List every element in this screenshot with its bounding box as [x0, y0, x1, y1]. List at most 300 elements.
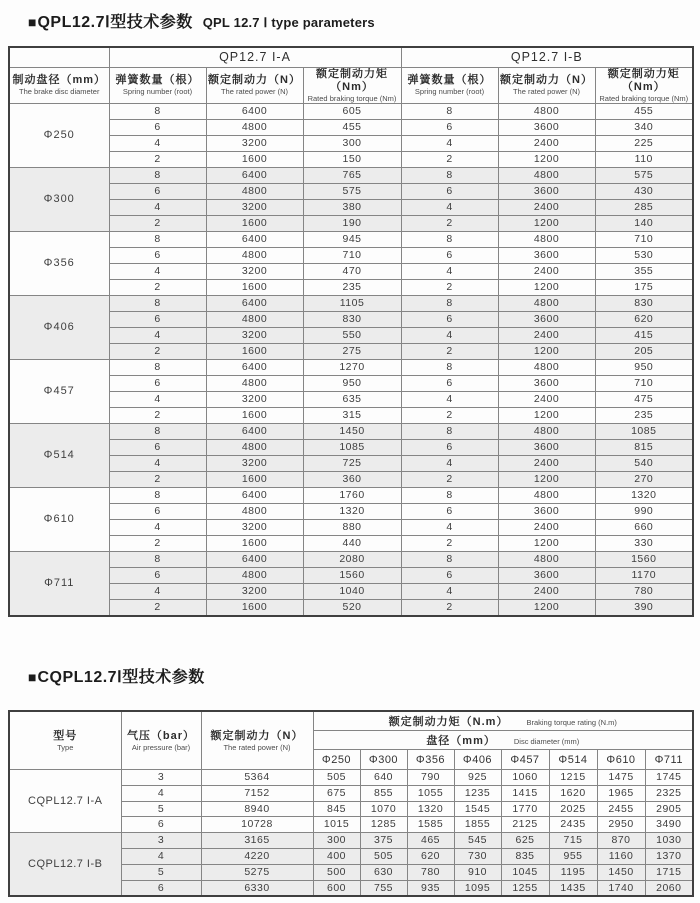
value-cell: 455	[303, 119, 401, 135]
value-cell: 8	[109, 167, 206, 183]
header-en: Type	[57, 742, 74, 752]
disc-diameter-header-cell: Φ610	[597, 750, 645, 770]
value-cell: 300	[313, 833, 360, 849]
value-cell: 3165	[201, 833, 313, 849]
value-cell: 4	[401, 263, 498, 279]
value-cell: 8	[109, 487, 206, 503]
header-en: Rated braking torque (Nm)	[599, 93, 689, 103]
table-row	[9, 375, 693, 391]
value-cell: 4	[109, 391, 206, 407]
table-row	[9, 135, 693, 151]
value-cell: 845	[313, 801, 360, 817]
value-cell: 6	[401, 183, 498, 199]
value-cell: 1545	[454, 801, 501, 817]
value-cell: 1450	[303, 423, 401, 439]
value-cell: 360	[303, 471, 401, 487]
table-row	[9, 439, 693, 455]
value-cell: 1370	[645, 848, 693, 864]
diameter-group	[9, 103, 693, 167]
value-cell: 6	[109, 567, 206, 583]
type-column-header	[9, 711, 121, 770]
diameter-group	[9, 423, 693, 487]
value-cell: 1475	[597, 770, 645, 786]
table-row	[9, 151, 693, 167]
brake-disc-diameter-cell: Φ514	[9, 423, 109, 487]
value-cell: 1200	[498, 343, 595, 359]
value-cell: 270	[595, 471, 693, 487]
value-cell: 8	[401, 103, 498, 119]
value-cell: 870	[597, 833, 645, 849]
value-cell: 470	[303, 263, 401, 279]
value-cell: 6	[401, 503, 498, 519]
value-cell: 3200	[206, 519, 303, 535]
value-cell: 815	[595, 439, 693, 455]
value-cell: 8	[401, 167, 498, 183]
torque-group-header	[313, 711, 693, 731]
table-row	[9, 551, 693, 567]
value-cell: 1600	[206, 535, 303, 551]
value-cell: 505	[360, 848, 407, 864]
value-cell: 315	[303, 407, 401, 423]
brake-disc-diameter-cell: Φ457	[9, 359, 109, 423]
value-cell: 1285	[360, 817, 407, 833]
value-cell: 3200	[206, 455, 303, 471]
value-cell: 955	[549, 848, 597, 864]
diameter-group	[9, 487, 693, 551]
value-cell: 1200	[498, 215, 595, 231]
value-cell: 430	[595, 183, 693, 199]
disc-diameter-group-header	[313, 731, 693, 750]
value-cell: 3200	[206, 327, 303, 343]
value-cell: 455	[595, 103, 693, 119]
diameter-column-header	[9, 67, 109, 103]
value-cell: 6	[401, 375, 498, 391]
value-cell: 575	[303, 183, 401, 199]
brake-disc-diameter-cell: Φ300	[9, 167, 109, 231]
value-cell: 2	[401, 407, 498, 423]
header-cn: 额定制动力（N）	[210, 729, 304, 742]
value-cell: 8	[401, 423, 498, 439]
value-cell: 235	[595, 407, 693, 423]
value-cell: 550	[303, 327, 401, 343]
value-cell: 4	[401, 327, 498, 343]
value-cell: 2	[109, 151, 206, 167]
value-cell: 1320	[595, 487, 693, 503]
diameter-group	[9, 167, 693, 231]
value-cell: 6	[121, 880, 201, 896]
value-cell: 8	[109, 103, 206, 119]
section1-title-cn: QPL12.7Ⅰ型技术参数	[37, 14, 193, 31]
diameter-group	[9, 295, 693, 359]
value-cell: 1085	[303, 439, 401, 455]
value-cell: 520	[303, 599, 401, 616]
value-cell: 575	[595, 167, 693, 183]
value-cell: 1770	[501, 801, 549, 817]
value-cell: 6	[121, 817, 201, 833]
value-cell: 5	[121, 864, 201, 880]
section-marker-icon: ■	[28, 669, 37, 685]
value-cell: 2950	[597, 817, 645, 833]
value-cell: 6400	[206, 103, 303, 119]
value-cell: 1270	[303, 359, 401, 375]
value-cell: 8	[109, 359, 206, 375]
value-cell: 3	[121, 770, 201, 786]
disc-diameter-header-cell: Φ711	[645, 750, 693, 770]
cqpl-parameters-table	[8, 710, 694, 897]
power-column-header-a	[206, 67, 303, 103]
value-cell: 1085	[595, 423, 693, 439]
brake-disc-diameter-cell: Φ610	[9, 487, 109, 551]
value-cell: 3600	[498, 439, 595, 455]
value-cell: 4	[401, 519, 498, 535]
value-cell: 2325	[645, 785, 693, 801]
value-cell: 1200	[498, 279, 595, 295]
value-cell: 1060	[501, 770, 549, 786]
value-cell: 2400	[498, 455, 595, 471]
table-row	[9, 407, 693, 423]
value-cell: 6	[401, 247, 498, 263]
value-cell: 2	[401, 599, 498, 616]
value-cell: 390	[595, 599, 693, 616]
header-cn: 弹簧数量（根）	[115, 74, 200, 86]
value-cell: 4	[109, 455, 206, 471]
value-cell: 4	[121, 848, 201, 864]
value-cell: 2400	[498, 327, 595, 343]
table-row	[9, 487, 693, 503]
table-row	[9, 247, 693, 263]
value-cell: 3200	[206, 263, 303, 279]
header-cn: 额定制动力矩（Nm）	[607, 67, 680, 93]
value-cell: 3200	[206, 583, 303, 599]
value-cell: 950	[303, 375, 401, 391]
value-cell: 1160	[597, 848, 645, 864]
value-cell: 1200	[498, 535, 595, 551]
value-cell: 8	[401, 359, 498, 375]
disc-diameter-header-cell: Φ406	[454, 750, 501, 770]
value-cell: 4	[109, 135, 206, 151]
value-cell: 500	[313, 864, 360, 880]
table-row	[9, 199, 693, 215]
value-cell: 4800	[498, 359, 595, 375]
value-cell: 950	[595, 359, 693, 375]
value-cell: 2	[401, 279, 498, 295]
table-row	[9, 583, 693, 599]
cqpl-table-header	[9, 711, 693, 770]
value-cell: 465	[407, 833, 454, 849]
value-cell: 6400	[206, 295, 303, 311]
value-cell: 8	[401, 295, 498, 311]
value-cell: 780	[407, 864, 454, 880]
value-cell: 6	[109, 183, 206, 199]
value-cell: 530	[595, 247, 693, 263]
qpl-table-header	[9, 47, 693, 103]
value-cell: 1215	[549, 770, 597, 786]
value-cell: 8	[109, 551, 206, 567]
section-marker-icon: ■	[28, 14, 37, 30]
value-cell: 725	[303, 455, 401, 471]
value-cell: 3200	[206, 199, 303, 215]
value-cell: 3600	[498, 503, 595, 519]
value-cell: 4	[401, 583, 498, 599]
table-row	[9, 359, 693, 375]
section2-title-cn: CQPL12.7Ⅰ型技术参数	[37, 669, 205, 686]
value-cell: 1200	[498, 151, 595, 167]
header-en: The rated power (N)	[220, 87, 289, 96]
value-cell: 4800	[206, 183, 303, 199]
value-cell: 730	[454, 848, 501, 864]
value-cell: 4	[401, 455, 498, 471]
value-cell: 2	[109, 471, 206, 487]
value-cell: 340	[595, 119, 693, 135]
value-cell: 2	[401, 471, 498, 487]
value-cell: 8	[109, 231, 206, 247]
value-cell: 2400	[498, 263, 595, 279]
value-cell: 2455	[597, 801, 645, 817]
header-en: Rated braking torque (Nm)	[307, 93, 397, 103]
value-cell: 715	[549, 833, 597, 849]
value-cell: 2060	[645, 880, 693, 896]
table-row	[9, 833, 693, 849]
value-cell: 4	[401, 391, 498, 407]
value-cell: 4800	[498, 231, 595, 247]
value-cell: 2905	[645, 801, 693, 817]
value-cell: 8	[401, 231, 498, 247]
value-cell: 2	[401, 343, 498, 359]
table-row	[9, 183, 693, 199]
value-cell: 710	[595, 231, 693, 247]
table-row	[9, 423, 693, 439]
value-cell: 3490	[645, 817, 693, 833]
value-cell: 1320	[303, 503, 401, 519]
value-cell: 710	[303, 247, 401, 263]
header-en: Air pressure (bar)	[131, 742, 191, 752]
value-cell: 4	[109, 263, 206, 279]
brake-disc-diameter-cell: Φ406	[9, 295, 109, 359]
table-row	[9, 263, 693, 279]
value-cell: 4800	[498, 295, 595, 311]
value-cell: 925	[454, 770, 501, 786]
value-cell: 4220	[201, 848, 313, 864]
value-cell: 475	[595, 391, 693, 407]
value-cell: 6	[109, 247, 206, 263]
value-cell: 1620	[549, 785, 597, 801]
value-cell: 2435	[549, 817, 597, 833]
value-cell: 3600	[498, 119, 595, 135]
diameter-group	[9, 551, 693, 616]
value-cell: 835	[501, 848, 549, 864]
value-cell: 1255	[501, 880, 549, 896]
power-column-header	[201, 711, 313, 770]
value-cell: 2025	[549, 801, 597, 817]
value-cell: 4	[109, 327, 206, 343]
value-cell: 765	[303, 167, 401, 183]
value-cell: 205	[595, 343, 693, 359]
value-cell: 830	[303, 311, 401, 327]
value-cell: 8940	[201, 801, 313, 817]
value-cell: 375	[360, 833, 407, 849]
table-row	[9, 391, 693, 407]
value-cell: 175	[595, 279, 693, 295]
header-cn: 制动盘径（mm）	[12, 74, 107, 86]
value-cell: 4800	[206, 119, 303, 135]
value-cell: 4	[401, 199, 498, 215]
value-cell: 3600	[498, 311, 595, 327]
value-cell: 355	[595, 263, 693, 279]
value-cell: 6400	[206, 231, 303, 247]
header-cn: 额定制动力矩（Nm）	[316, 67, 388, 93]
table-row	[9, 327, 693, 343]
value-cell: 4	[109, 583, 206, 599]
value-cell: 5275	[201, 864, 313, 880]
value-cell: 6	[401, 119, 498, 135]
section2-title	[28, 664, 205, 687]
value-cell: 2400	[498, 583, 595, 599]
value-cell: 935	[407, 880, 454, 896]
model-group	[9, 833, 693, 897]
value-cell: 6	[109, 439, 206, 455]
value-cell: 1600	[206, 407, 303, 423]
value-cell: 1560	[303, 567, 401, 583]
value-cell: 4800	[206, 311, 303, 327]
value-cell: 625	[501, 833, 549, 849]
header-en: The rated power (N)	[223, 742, 291, 752]
value-cell: 7152	[201, 785, 313, 801]
value-cell: 790	[407, 770, 454, 786]
value-cell: 6	[109, 375, 206, 391]
value-cell: 605	[303, 103, 401, 119]
table-row	[9, 343, 693, 359]
value-cell: 4	[401, 135, 498, 151]
table-row	[9, 535, 693, 551]
table-row	[9, 279, 693, 295]
value-cell: 6400	[206, 423, 303, 439]
torque-column-header-b	[595, 67, 693, 103]
value-cell: 1415	[501, 785, 549, 801]
group-b-header: QP12.7 I-B	[401, 47, 693, 67]
value-cell: 990	[595, 503, 693, 519]
header-en: Disc diameter (mm)	[513, 737, 580, 746]
value-cell: 6	[109, 311, 206, 327]
value-cell: 1600	[206, 599, 303, 616]
header-en: Spring number (root)	[122, 87, 193, 96]
value-cell: 2	[401, 151, 498, 167]
value-cell: 1055	[407, 785, 454, 801]
table-row	[9, 215, 693, 231]
value-cell: 1200	[498, 471, 595, 487]
value-cell: 4800	[206, 247, 303, 263]
value-cell: 3	[121, 833, 201, 849]
value-cell: 2	[109, 343, 206, 359]
value-cell: 4	[109, 519, 206, 535]
section1-title	[28, 9, 375, 32]
disc-diameter-header-cell: Φ356	[407, 750, 454, 770]
value-cell: 1600	[206, 215, 303, 231]
value-cell: 1045	[501, 864, 549, 880]
value-cell: 285	[595, 199, 693, 215]
table-row	[9, 295, 693, 311]
value-cell: 1320	[407, 801, 454, 817]
value-cell: 2	[109, 279, 206, 295]
header-en: The brake disc diameter	[19, 87, 100, 96]
value-cell: 1195	[549, 864, 597, 880]
value-cell: 2400	[498, 391, 595, 407]
table-row	[9, 519, 693, 535]
header-en: The rated power (N)	[512, 87, 581, 96]
torque-column-header-a	[303, 67, 401, 103]
diameter-group	[9, 231, 693, 295]
header-cn: 气压（bar）	[126, 729, 196, 742]
header-cn: 盘径（mm）	[426, 735, 496, 747]
value-cell: 6	[109, 503, 206, 519]
model-type-cell: CQPL12.7 I-A	[9, 770, 121, 833]
value-cell: 1560	[595, 551, 693, 567]
value-cell: 830	[595, 295, 693, 311]
value-cell: 2	[401, 535, 498, 551]
value-cell: 2	[109, 215, 206, 231]
value-cell: 1740	[597, 880, 645, 896]
value-cell: 1040	[303, 583, 401, 599]
model-type-cell: CQPL12.7 I-B	[9, 833, 121, 897]
value-cell: 1855	[454, 817, 501, 833]
brake-disc-diameter-cell: Φ711	[9, 551, 109, 616]
value-cell: 1200	[498, 599, 595, 616]
value-cell: 1715	[645, 864, 693, 880]
value-cell: 4800	[498, 487, 595, 503]
disc-diameter-header-cell: Φ300	[360, 750, 407, 770]
value-cell: 620	[595, 311, 693, 327]
value-cell: 6	[401, 567, 498, 583]
value-cell: 3600	[498, 183, 595, 199]
value-cell: 1965	[597, 785, 645, 801]
value-cell: 4800	[498, 103, 595, 119]
value-cell: 140	[595, 215, 693, 231]
value-cell: 4	[121, 785, 201, 801]
value-cell: 275	[303, 343, 401, 359]
value-cell: 6	[401, 439, 498, 455]
value-cell: 3200	[206, 135, 303, 151]
value-cell: 8	[109, 423, 206, 439]
value-cell: 4800	[498, 167, 595, 183]
value-cell: 6330	[201, 880, 313, 896]
table-row	[9, 119, 693, 135]
value-cell: 6400	[206, 167, 303, 183]
value-cell: 630	[360, 864, 407, 880]
value-cell: 400	[313, 848, 360, 864]
value-cell: 4800	[498, 551, 595, 567]
header-cn: 额定制动力（N）	[208, 74, 301, 86]
value-cell: 600	[313, 880, 360, 896]
value-cell: 1745	[645, 770, 693, 786]
value-cell: 1200	[498, 407, 595, 423]
header-cn: 额定制动力矩（N.m）	[388, 716, 509, 728]
value-cell: 1760	[303, 487, 401, 503]
header-en: Braking torque rating (N.m)	[526, 718, 617, 727]
header-cn: 额定制动力（N）	[500, 74, 593, 86]
table-row	[9, 103, 693, 119]
value-cell: 5364	[201, 770, 313, 786]
value-cell: 1235	[454, 785, 501, 801]
value-cell: 2	[109, 535, 206, 551]
disc-diameter-header-cell: Φ457	[501, 750, 549, 770]
table-row	[9, 311, 693, 327]
value-cell: 2400	[498, 135, 595, 151]
value-cell: 910	[454, 864, 501, 880]
table-row	[9, 503, 693, 519]
value-cell: 1105	[303, 295, 401, 311]
pressure-column-header	[121, 711, 201, 770]
value-cell: 1435	[549, 880, 597, 896]
value-cell: 8	[109, 295, 206, 311]
